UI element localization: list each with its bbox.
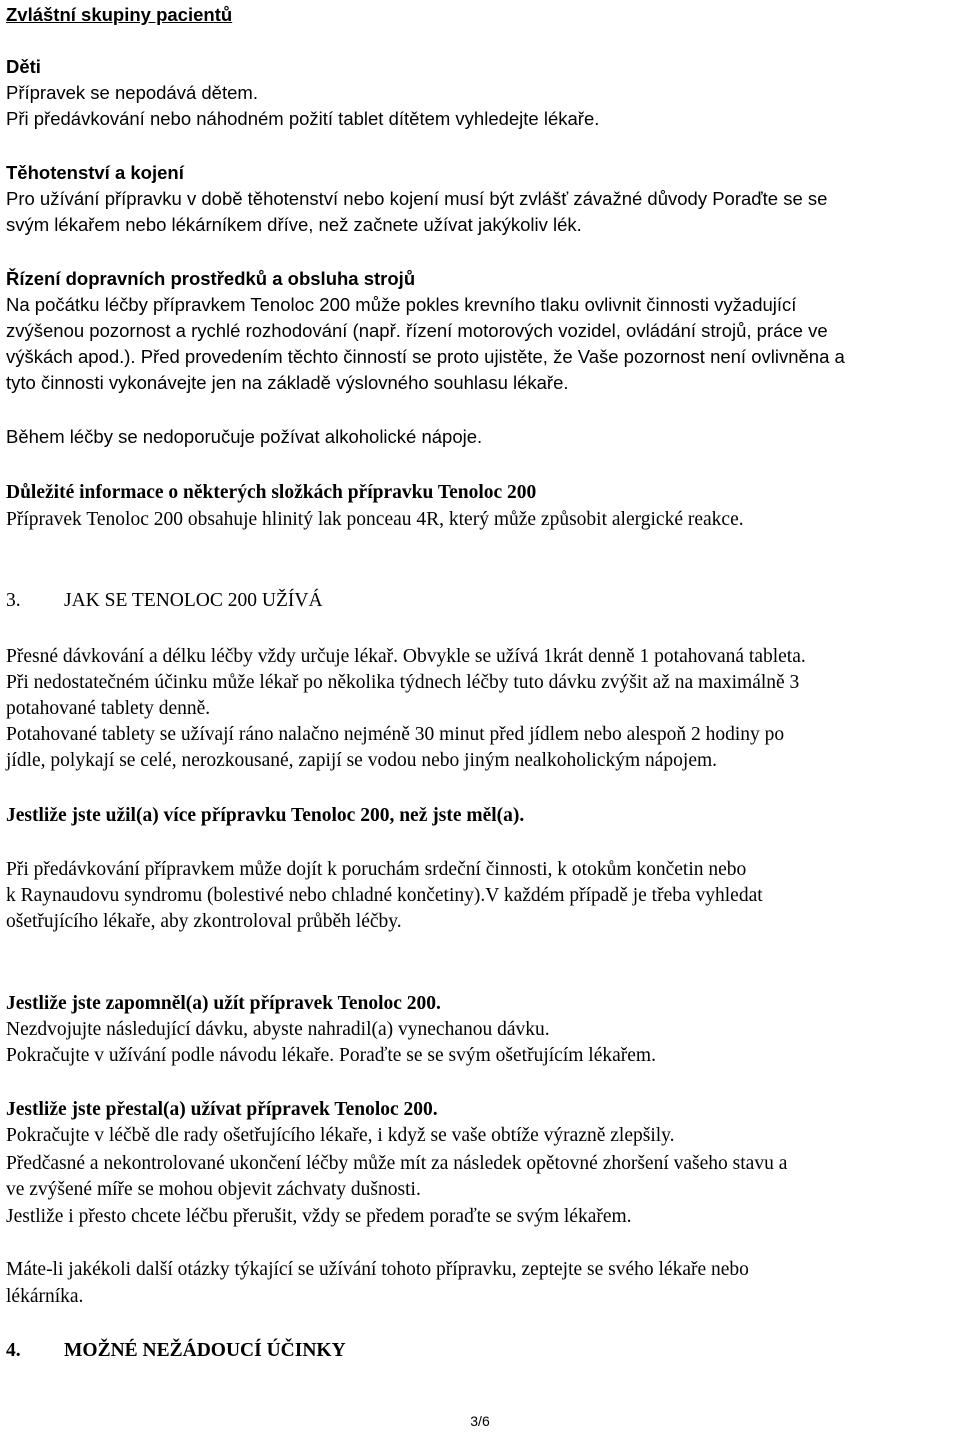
stopped-line-1: Pokračujte v léčbě dle rady ošetřujícího lékaře, i když se vaše obtíže výrazně zlepšily. — [6, 1125, 675, 1146]
stopped-line-3: ve zvýšené míře se mohou objevit záchvaty dušnosti. — [6, 1179, 421, 1200]
children-title: Děti — [6, 56, 41, 77]
dosage-line-3: potahované tablety denně. — [6, 698, 211, 719]
driving-line-3: výškách apod.). Před provedením těchto činností se proto ujistěte, že Vaše pozornost není ovlivněna a — [6, 346, 845, 367]
driving-title: Řízení dopravních prostředků a obsluha strojů — [6, 268, 416, 289]
driving-line-2: zvýšenou pozornost a rychlé rozhodování (např. řízení motorových vozidel, ovládání strojů, práce ve — [6, 320, 828, 341]
pregnancy-line-2: svým lékařem nebo lékárníkem dříve, než začnete užívat jakýkoliv lék. — [6, 214, 582, 235]
dosage-line-5: jídle, polykají se celé, nerozkousané, zapijí se vodou nebo jiným nealkoholickým nápojem. — [6, 750, 718, 771]
stopped-line-2: Předčasné a nekontrolované ukončení léčby může mít za následek opětovné zhoršení vašeho stavu a — [6, 1153, 788, 1174]
dosage-line-2: Při nedostatečném účinku může lékař po několika týdnech léčby tuto dávku zvýšit až na maximálně 3 — [6, 672, 800, 693]
forgot-title: Jestliže jste zapomněl(a) užít přípravek Tenoloc 200. — [6, 993, 441, 1014]
overdose-line-2: k Raynaudovu syndromu (bolestivé nebo chladné končetiny).V každém případě je třeba vyhledat — [6, 885, 763, 906]
questions-line-2: lékárníka. — [6, 1286, 84, 1307]
stopped-line-4: Jestliže i přesto chcete léčbu přerušit, vždy se předem poraďte se svým lékařem. — [6, 1206, 632, 1227]
section-3-number: 3. — [6, 590, 21, 611]
section-4-title: MOŽNÉ NEŽÁDOUCÍ ÚČINKY — [64, 1340, 346, 1361]
important-info-line: Přípravek Tenoloc 200 obsahuje hlinitý lak ponceau 4R, který může způsobit alergické reakce. — [6, 509, 744, 530]
pregnancy-title: Těhotenství a kojení — [6, 162, 184, 183]
pregnancy-line-1: Pro užívání přípravku v době těhotenství nebo kojení musí být zvlášť závažné důvody Poraďte se se — [6, 188, 828, 209]
overdose-line-3: ošetřujícího lékaře, aby zkontroloval průběh léčby. — [6, 911, 402, 932]
questions-line-1: Máte-li jakékoli další otázky týkající se užívání tohoto přípravku, zeptejte se svého lékaře nebo — [6, 1259, 749, 1280]
section-4-number: 4. — [6, 1340, 21, 1361]
section-3-title: JAK SE TENOLOC 200 UŽÍVÁ — [64, 590, 323, 611]
driving-line-4: tyto činnosti vykonávejte jen na základě výslovného souhlasu lékaře. — [6, 372, 569, 393]
dosage-line-1: Přesné dávkování a délku léčby vždy určuje lékař. Obvykle se užívá 1krát denně 1 potahovaná tableta. — [6, 646, 806, 667]
alcohol-note: Během léčby se nedoporučuje požívat alkoholické nápoje. — [6, 426, 483, 447]
important-info-title: Důležité informace o některých složkách přípravku Tenoloc 200 — [6, 482, 537, 503]
children-line-1: Přípravek se nepodává dětem. — [6, 82, 258, 103]
page-number: 3/6 — [470, 1413, 490, 1429]
driving-line-1: Na počátku léčby přípravkem Tenoloc 200 může pokles krevního tlaku ovlivnit činnosti vyžadující — [6, 294, 797, 315]
section-3-heading — [6, 588, 323, 614]
forgot-line-1: Nezdvojujte následující dávku, abyste nahradil(a) vynechanou dávku. — [6, 1019, 550, 1040]
dosage-line-4: Potahované tablety se užívají ráno nalačno nejméně 30 minut před jídlem nebo alespoň 2 hodiny po — [6, 724, 785, 745]
children-line-2: Při předávkování nebo náhodném požití tablet dítětem vyhledejte lékaře. — [6, 108, 600, 129]
section-4-heading — [6, 1338, 346, 1364]
forgot-line-2: Pokračujte v užívání podle návodu lékaře. Poraďte se se svým ošetřujícím lékařem. — [6, 1045, 656, 1066]
overdose-title: Jestliže jste užil(a) více přípravku Tenoloc 200, než jste měl(a). — [6, 805, 525, 826]
overdose-line-1: Při předávkování přípravkem může dojít k poruchám srdeční činnosti, k otokům končetin nebo — [6, 859, 747, 880]
section-heading-special-groups: Zvláštní skupiny pacientů — [6, 4, 233, 25]
stopped-title: Jestliže jste přestal(a) užívat přípravek Tenoloc 200. — [6, 1099, 438, 1120]
